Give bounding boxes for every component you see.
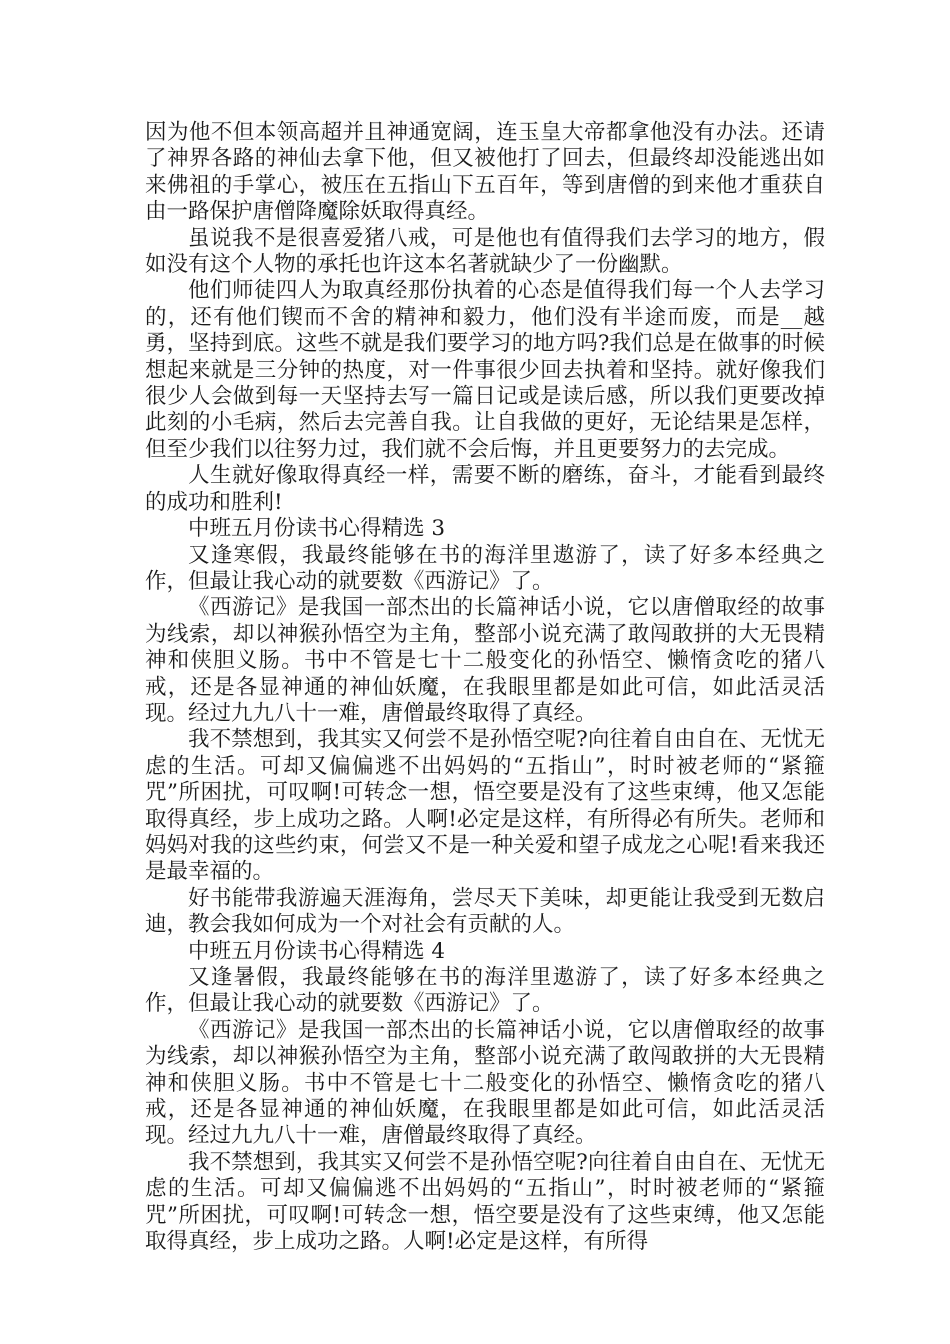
paragraph-continuation: 因为他不但本领高超并且神通宽阔，连玉皇大帝都拿他没有办法。还请了神界各路的神仙去拿下他，但又被他打了回去，但最终却没能逃出如来佛祖的手掌心，被压在五指山下五百年，等到唐僧的到来他才重获自由一路保护唐僧降魔除妖取得真经。 bbox=[145, 120, 825, 225]
paragraph-reflection-1: 我不禁想到，我其实又何尝不是孙悟空呢?向往着自由自在、无忧无虑的生活。可却又偏偏逃不出妈妈的“五指山”，时时被老师的“紧箍咒”所困扰，可叹啊!可转念一想，悟空要是没有了这些束缚，他又怎能取得真经，步上成功之路。人啊!必定是这样，有所得必有所失。老师和妈妈对我的这些约束，何尝又不是一种关爱和望子成龙之心呢!看来我还是最幸福的。 bbox=[145, 727, 825, 885]
paragraph-summer-break: 又逢暑假，我最终能够在书的海洋里遨游了，读了好多本经典之作，但最让我心动的就要数《西游记》了。 bbox=[145, 965, 825, 1017]
section-heading-4: 中班五月份读书心得精选 4 bbox=[188, 938, 446, 964]
paragraph-zhubajie: 虽说我不是很喜爱猪八戒，可是他也有值得我们去学习的地方，假如没有这个人物的承托也许这本名著就缺少了一份幽默。 bbox=[145, 225, 825, 278]
paragraph-journey-west-intro-2: 《西游记》是我国一部杰出的长篇神话小说，它以唐僧取经的故事为线索，却以神猴孙悟空为主角，整部小说充满了敢闯敢拼的大无畏精神和侠胆义肠。书中不管是七十二般变化的孙悟空、懒惰贪吃的猪八戒，还是各显神通的神仙妖魔，在我眼里都是如此可信，如此活灵活现。经过九九八十一难，唐僧最终取得了真经。 bbox=[145, 1017, 825, 1149]
paragraph-winter-break: 又逢寒假，我最终能够在书的海洋里遨游了，读了好多本经典之作，但最让我心动的就要数《西游记》了。 bbox=[145, 542, 825, 594]
section-heading-3: 中班五月份读书心得精选 3 bbox=[188, 516, 446, 542]
paragraph-perseverance: 他们师徒四人为取真经那份执着的心态是值得我们每一个人去学习的，还有他们锲而不舍的精神和毅力，他们没有半途而废，而是__越勇，坚持到底。这些不就是我们要学习的地方吗?我们总是在做事的时候想起来就是三分钟的热度，对一件事很少回去执着和坚持。就好像我们很少人会做到每一天坚持去写一篇日记或是读后感，所以我们更要改掉此刻的小毛病，然后去完善自我。让自我做的更好，无论结果是怎样，但至少我们以往努力过，我们就不会后悔，并且更要努力的去完成。 bbox=[145, 278, 825, 462]
document-page bbox=[145, 120, 825, 1255]
paragraph-reflection-2: 我不禁想到，我其实又何尝不是孙悟空呢?向往着自由自在、无忧无虑的生活。可却又偏偏逃不出妈妈的“五指山”，时时被老师的“紧箍咒”所困扰，可叹啊!可转念一想，悟空要是没有了这些束缚，他又怎能取得真经，步上成功之路。人啊!必定是这样，有所得 bbox=[145, 1149, 825, 1255]
paragraph-life: 人生就好像取得真经一样，需要不断的磨练，奋斗，才能看到最终的成功和胜利! bbox=[145, 463, 825, 515]
paragraph-journey-west-intro-1: 《西游记》是我国一部杰出的长篇神话小说，它以唐僧取经的故事为线索，却以神猴孙悟空为主角，整部小说充满了敢闯敢拼的大无畏精神和侠胆义肠。书中不管是七十二般变化的孙悟空、懒惰贪吃的猪八戒，还是各显神通的神仙妖魔，在我眼里都是如此可信，如此活灵活现。经过九九八十一难，唐僧最终取得了真经。 bbox=[145, 595, 825, 726]
paragraph-good-books: 好书能带我游遍天涯海角，尝尽天下美味，却更能让我受到无数启迪，教会我如何成为一个对社会有贡献的人。 bbox=[145, 885, 825, 938]
